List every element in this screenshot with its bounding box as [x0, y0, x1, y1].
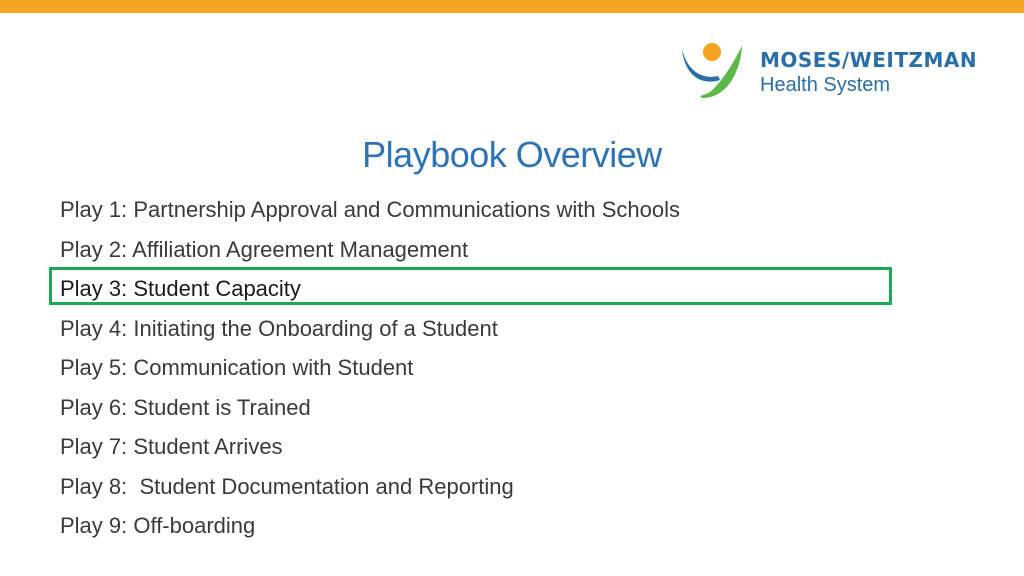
play-item-6: Play 6: Student is Trained: [60, 394, 311, 420]
logo-line2: Health System: [760, 74, 891, 96]
play-item-5: Play 5: Communication with Student: [60, 355, 414, 380]
highlight-box: [49, 267, 892, 305]
page-title: Playbook Overview: [362, 134, 662, 175]
play-item-3: Play 3: Student Capacity: [60, 276, 301, 301]
logo-mark-icon: [680, 40, 750, 102]
play-item-1: Play 1: Partnership Approval and Communications with Schools: [60, 197, 680, 222]
play-item-9: Play 9: Off-boarding: [60, 513, 256, 538]
play-item-2: Play 2: Affiliation Agreement Management: [60, 236, 469, 262]
moses-weitzman-logo: [680, 40, 1000, 102]
play-item-8: Play 8: Student Documentation and Reporting: [60, 473, 514, 499]
play-item-7: Play 7: Student Arrives: [60, 434, 283, 459]
logo-line1: MOSES/WEITZMAN: [760, 48, 978, 72]
play-item-4: Play 4: Initiating the Onboarding of a Student: [60, 315, 498, 341]
top-accent-bar: [0, 0, 1024, 13]
plays-list: [60, 190, 680, 546]
